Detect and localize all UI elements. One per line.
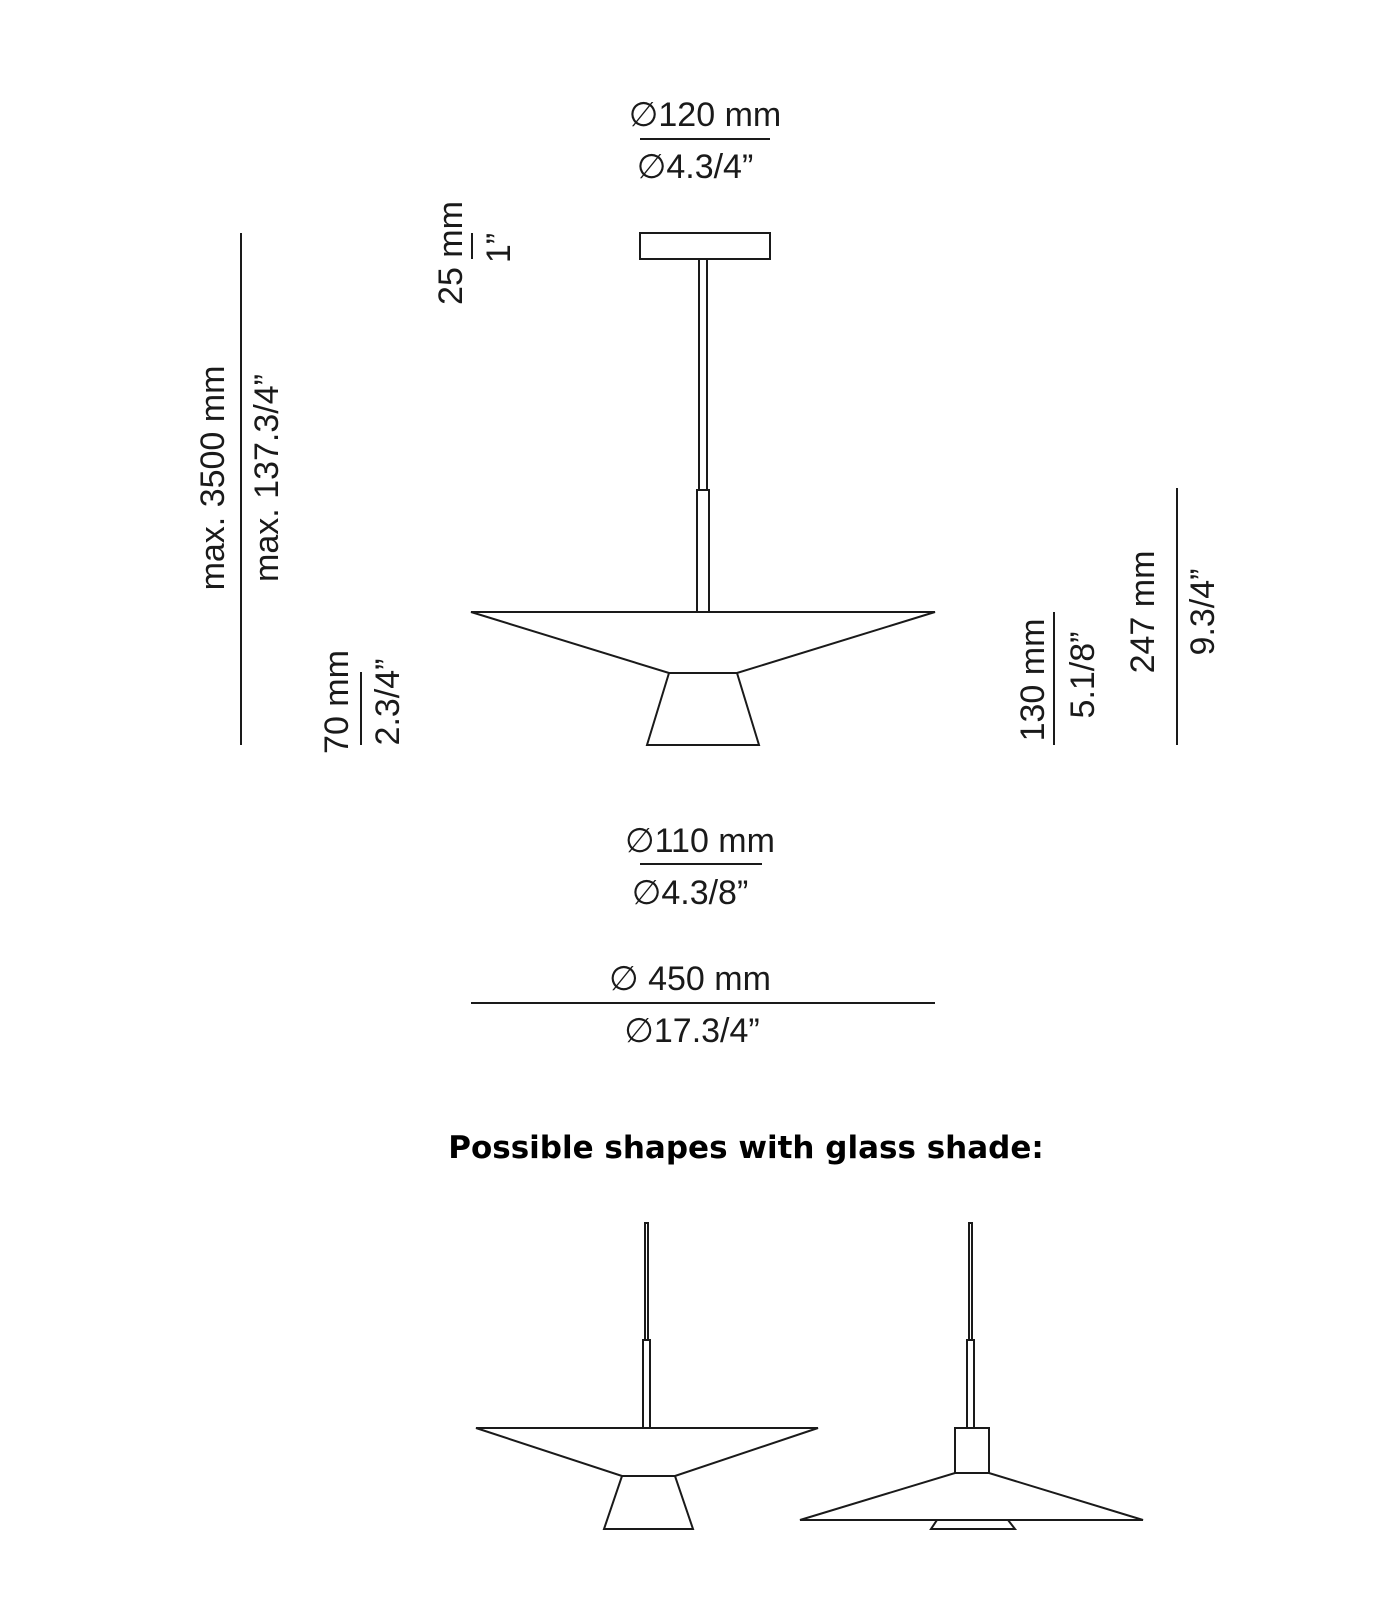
variant-shape-wide <box>800 1223 1143 1529</box>
possible-shapes-title: Possible shapes with glass shade: <box>448 1130 1044 1166</box>
dim-cone-height <box>318 650 407 754</box>
variant1-diffuser-cone <box>604 1476 693 1529</box>
variant2-rod <box>969 1223 972 1340</box>
shade-height-imperial: 5.1/8” <box>1064 631 1102 719</box>
canopy-height-imperial: 1” <box>480 232 518 264</box>
variant2-wide-shade <box>800 1473 1143 1520</box>
variant2-sleeve <box>967 1340 974 1428</box>
variant1-sleeve <box>643 1340 650 1428</box>
shade-height-metric: 130 mm <box>1014 618 1052 742</box>
total-shade-height-imperial: 9.3/4” <box>1184 568 1222 656</box>
canopy-height-metric: 25 mm <box>432 201 470 305</box>
dim-shade-height <box>1014 612 1102 745</box>
canopy-diameter-metric: ∅120 mm <box>628 96 782 134</box>
rod-sleeve <box>697 490 709 612</box>
shade-disc <box>471 612 935 673</box>
cone-height-metric: 70 mm <box>318 650 356 754</box>
dim-cone-diameter <box>625 822 775 912</box>
ceiling-canopy <box>640 233 770 259</box>
dim-shade-diameter <box>471 960 935 1050</box>
cone-height-imperial: 2.3/4” <box>369 658 407 746</box>
main-lamp <box>471 233 935 745</box>
dim-max-length <box>194 233 286 745</box>
dim-total-shade-height <box>1124 488 1222 745</box>
max-length-metric: max. 3500 mm <box>194 365 232 591</box>
variant2-housing <box>955 1428 989 1473</box>
shade-diameter-metric: ∅ 450 mm <box>609 960 771 998</box>
shade-diameter-imperial: ∅17.3/4” <box>624 1012 760 1050</box>
dim-canopy-diameter <box>629 96 781 186</box>
variant-shape-cone <box>476 1223 818 1529</box>
cone-diameter-metric: ∅110 mm <box>625 822 775 860</box>
total-shade-height-metric: 247 mm <box>1124 550 1162 674</box>
cone-diameter-imperial: ∅4.3/8” <box>631 874 749 912</box>
variant1-shade-disc <box>476 1428 818 1476</box>
max-length-imperial: max. 137.3/4” <box>248 374 286 582</box>
canopy-diameter-imperial: ∅4.3/4” <box>636 148 754 186</box>
diffuser-cone <box>647 673 759 745</box>
suspension-rod <box>699 259 707 490</box>
variant2-diffuser-lip <box>931 1520 1015 1529</box>
variant1-rod <box>645 1223 648 1340</box>
dim-canopy-height <box>432 201 518 305</box>
